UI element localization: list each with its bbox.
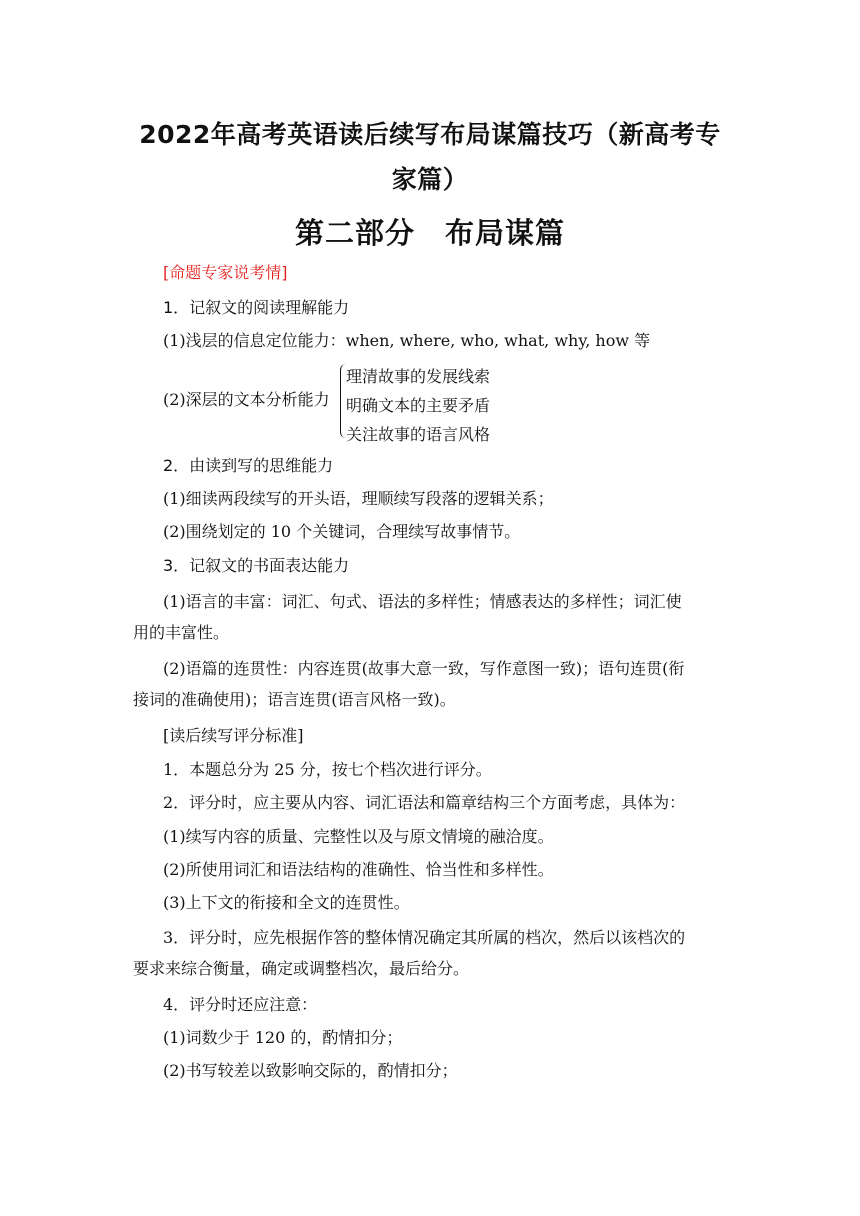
scoring-3-line-2: 要求来综合衡量，确定或调整档次，最后给分。 bbox=[133, 959, 470, 978]
label-exam-analysis: [命题专家说考情] bbox=[163, 263, 288, 282]
scoring-4: 4．评分时还应注意： bbox=[163, 995, 318, 1014]
brace-item: 关注故事的语言风格 bbox=[346, 425, 491, 444]
document-title bbox=[118, 112, 742, 202]
label-scoring-standard: [读后续写评分标准] bbox=[163, 726, 304, 745]
scoring-1: 1．本题总分为 25 分，按七个档次进行评分。 bbox=[163, 760, 492, 779]
item-3-1-line-2: 用的丰富性。 bbox=[133, 623, 230, 642]
scoring-2-3: (3)上下文的衔接和全文的连贯性。 bbox=[163, 893, 410, 912]
heading-2: 2．由读到写的思维能力 bbox=[163, 456, 334, 475]
item-3-2-line-1: (2)语篇的连贯性：内容连贯(故事大意一致，写作意图一致)；语句连贯(衔 bbox=[163, 659, 685, 678]
scoring-3-line-1: 3．评分时，应先根据作答的整体情况确定其所属的档次，然后以该档次的 bbox=[163, 928, 686, 947]
scoring-4-1: (1)词数少于 120 的，酌情扣分； bbox=[163, 1028, 403, 1047]
scoring-2-1: (1)续写内容的质量、完整性以及与原文情境的融洽度。 bbox=[163, 827, 554, 846]
brace-item: 理清故事的发展线索 bbox=[346, 367, 491, 386]
item-3-2-line-2: 接词的准确使用)；语言连贯(语言风格一致)。 bbox=[133, 690, 456, 709]
title-line-1: 2022年高考英语读后续写布局谋篇技巧（新高考专 bbox=[139, 120, 721, 149]
section-title: 第二部分 布局谋篇 bbox=[294, 216, 565, 250]
heading-1: 1．记叙文的阅读理解能力 bbox=[163, 298, 350, 317]
item-2-2: (2)围绕划定的 10 个关键词，合理续写故事情节。 bbox=[163, 522, 521, 541]
item-1-1: (1)浅层的信息定位能力：when, where, who, what, why, how 等 bbox=[163, 331, 651, 350]
item-2-1: (1)细读两段续写的开头语，理顺续写段落的逻辑关系； bbox=[163, 489, 554, 508]
heading-3: 3．记叙文的书面表达能力 bbox=[163, 556, 350, 575]
scoring-2: 2．评分时，应主要从内容、词汇语法和篇章结构三个方面考虑，具体为： bbox=[163, 793, 686, 812]
item-3-1-line-1: (1)语言的丰富：词汇、句式、语法的多样性；情感表达的多样性；词汇使 bbox=[163, 592, 682, 611]
title-line-2: 家篇） bbox=[391, 165, 469, 194]
brace-list bbox=[346, 362, 490, 449]
scoring-4-2: (2)书写较差以致影响交际的，酌情扣分； bbox=[163, 1061, 458, 1080]
item-1-2: (2)深层的文本分析能力 bbox=[163, 390, 330, 409]
brace-item: 明确文本的主要矛盾 bbox=[346, 396, 491, 415]
scoring-2-2: (2)所使用词汇和语法结构的准确性、恰当性和多样性。 bbox=[163, 860, 554, 879]
